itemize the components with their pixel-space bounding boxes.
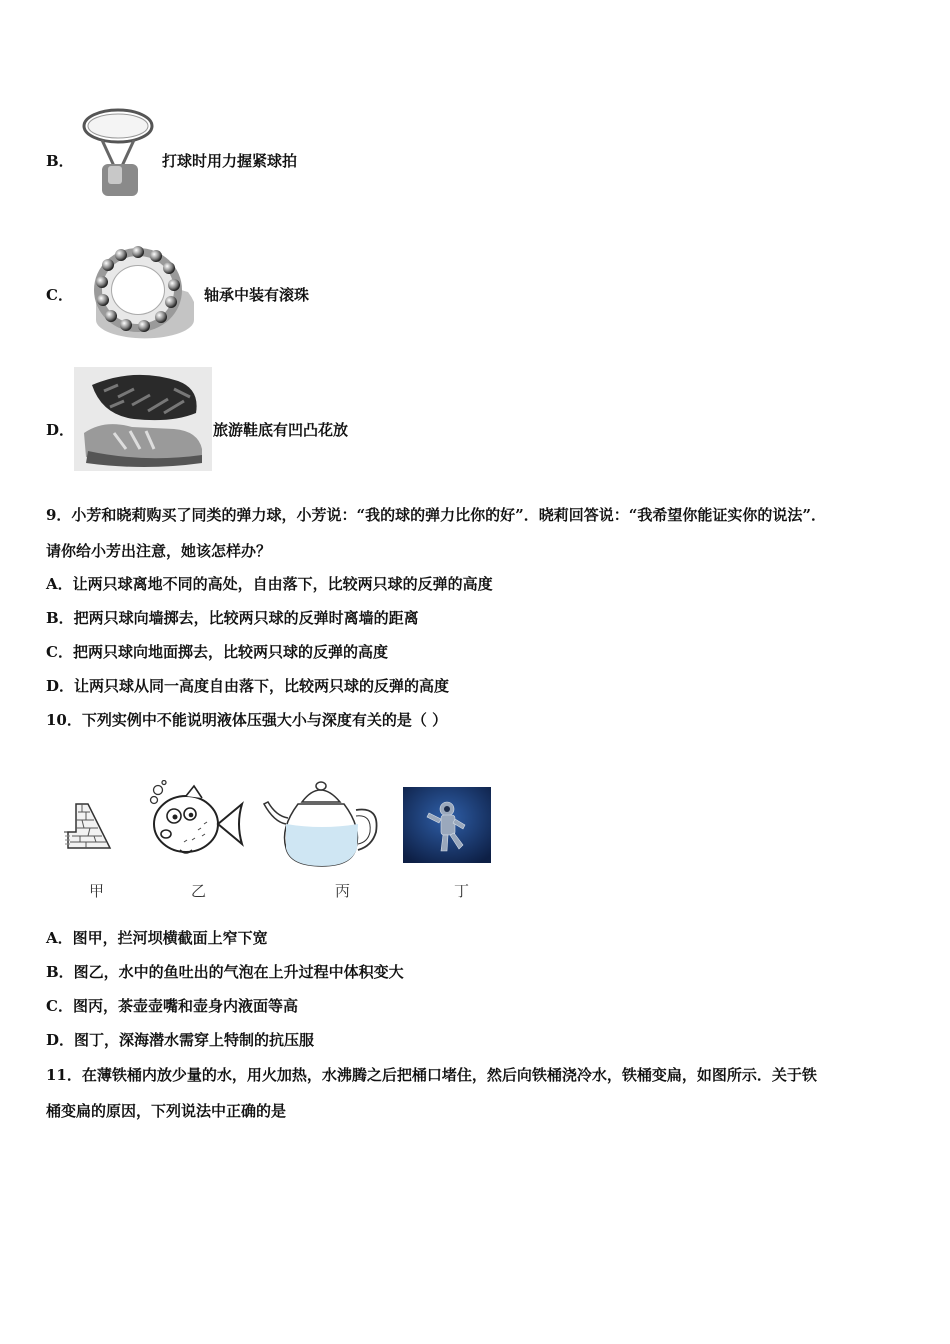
- teapot-icon: [262, 776, 382, 870]
- option-text: 旅游鞋底有凹凸花放: [213, 421, 349, 439]
- option-letter: D．: [46, 421, 75, 439]
- question-9-option-c: C．把两只球向地面掷去，比较两只球的反弹的高度: [46, 643, 388, 661]
- option-text: 打球时用力握紧球拍: [162, 152, 298, 170]
- figure-label-yi: 乙: [191, 882, 207, 900]
- option-letter: B．: [46, 152, 74, 170]
- question-9-stem-line2: 请你给小芳出注意，她该怎样办？: [46, 542, 272, 560]
- option-text: 轴承中装有滚珠: [204, 286, 310, 304]
- figure-label-bing: 丙: [335, 882, 351, 900]
- question-10-option-c: C．图丙，茶壶壶嘴和壶身内液面等高: [46, 997, 298, 1015]
- ball-bearing-icon: [76, 240, 201, 340]
- dam-icon: [62, 802, 114, 850]
- fish-icon: [146, 780, 246, 856]
- question-11-stem-line2: 桶变扁的原因，下列说法中正确的是: [46, 1102, 287, 1120]
- question-10-stem: 10．下列实例中不能说明液体压强大小与深度有关的是（ ）: [46, 711, 448, 729]
- question-9-stem-line1: 9．小芳和晓莉购买了同类的弹力球，小芳说：“我的球的弹力比你的好”．晓莉回答说：“我希望你能证实你的说法”．: [46, 506, 826, 524]
- sneaker-icon: [74, 367, 212, 471]
- question-10-option-a: A．图甲，拦河坝横截面上窄下宽: [46, 929, 268, 947]
- diver-icon: [403, 787, 491, 863]
- figure-label-jia: 甲: [89, 882, 105, 900]
- question-11-stem-line1: 11．在薄铁桶内放少量的水，用火加热，水沸腾之后把桶口堵住，然后向铁桶浇冷水，铁桶变扁，如图所示．关于铁: [46, 1066, 817, 1084]
- option-letter: C．: [46, 286, 73, 304]
- question-10-option-b: B．图乙，水中的鱼吐出的气泡在上升过程中体积变大: [46, 963, 404, 981]
- figure-label-ding: 丁: [454, 882, 470, 900]
- question-10-option-d: D．图丁，深海潜水需穿上特制的抗压服: [46, 1031, 315, 1049]
- tennis-racket-icon: [78, 106, 160, 198]
- question-9-option-b: B．把两只球向墙掷去，比较两只球的反弹时离墙的距离: [46, 609, 419, 627]
- question-9-option-a: A．让两只球离地不同的高处，自由落下，比较两只球的反弹的高度: [46, 575, 493, 593]
- question-9-option-d: D．让两只球从同一高度自由落下，比较两只球的反弹的高度: [46, 677, 450, 695]
